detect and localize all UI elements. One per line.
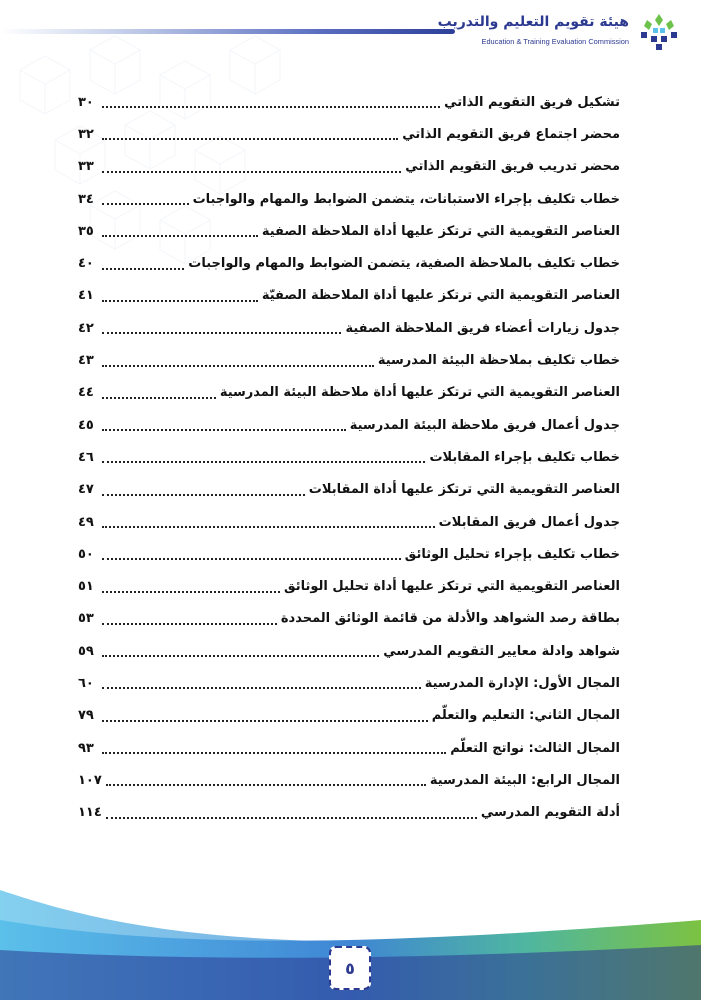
toc-dot-leader bbox=[102, 591, 280, 593]
toc-dot-leader bbox=[102, 623, 277, 625]
toc-entry-title: خطاب تكليف بإجراء الاستبانات، يتضمن الضوابط والمهام والواجبات bbox=[192, 191, 620, 207]
toc-entry-page: ٤٥ bbox=[78, 417, 94, 433]
toc-entry[interactable] bbox=[78, 312, 620, 344]
toc-entry-title: تشكيل فريق التقويم الذاتي bbox=[444, 94, 620, 110]
toc-entry[interactable] bbox=[78, 732, 620, 764]
page-number: ٥ bbox=[345, 958, 355, 978]
toc-entry[interactable] bbox=[78, 764, 620, 796]
table-of-contents bbox=[78, 86, 620, 829]
toc-entry[interactable] bbox=[78, 377, 620, 409]
toc-dot-leader bbox=[102, 365, 374, 367]
toc-entry-page: ٣٣ bbox=[78, 159, 94, 175]
toc-entry-page: ٤١ bbox=[78, 288, 94, 304]
toc-entry-page: ٣٠ bbox=[78, 94, 94, 110]
toc-entry[interactable] bbox=[78, 700, 620, 732]
org-name-english: Education & Training Evaluation Commission bbox=[481, 37, 629, 46]
toc-entry-page: ٥٠ bbox=[78, 546, 94, 562]
toc-entry[interactable] bbox=[78, 441, 620, 473]
toc-entry-title: خطاب تكليف بالملاحظة الصفية، يتضمن الضوابط والمهام والواجبات bbox=[188, 256, 620, 272]
toc-dot-leader bbox=[102, 171, 401, 173]
toc-dot-leader bbox=[102, 720, 428, 722]
toc-entry[interactable] bbox=[78, 215, 620, 247]
toc-entry[interactable] bbox=[78, 409, 620, 441]
toc-entry-page: ١١٤ bbox=[78, 805, 102, 821]
toc-entry-page: ٣٢ bbox=[78, 126, 94, 142]
etec-logo-icon bbox=[637, 12, 681, 52]
toc-entry-title: العناصر التقويمية التي ترتكز عليها أداة المقابلات bbox=[308, 482, 620, 498]
toc-dot-leader bbox=[102, 752, 446, 754]
toc-entry-title: خطاب تكليف بملاحظة البيئة المدرسية bbox=[377, 353, 620, 369]
toc-entry[interactable] bbox=[78, 667, 620, 699]
toc-entry[interactable] bbox=[78, 797, 620, 829]
toc-entry[interactable] bbox=[78, 183, 620, 215]
toc-entry-title: محضر تدريب فريق التقويم الذاتي bbox=[405, 159, 620, 175]
toc-entry-page: ٤٠ bbox=[78, 256, 94, 272]
toc-dot-leader bbox=[102, 655, 379, 657]
toc-entry-title: المجال الثالث: نواتج التعلّم bbox=[450, 740, 620, 756]
header-accent-line bbox=[0, 29, 455, 34]
toc-entry-page: ٤٧ bbox=[78, 482, 94, 498]
toc-entry-title: محضر اجتماع فريق التقويم الذاتي bbox=[402, 126, 620, 142]
toc-entry[interactable] bbox=[78, 538, 620, 570]
toc-entry[interactable] bbox=[78, 474, 620, 506]
toc-entry-title: المجال الرابع: البيئة المدرسية bbox=[429, 772, 620, 788]
toc-dot-leader bbox=[102, 558, 401, 560]
toc-entry-page: ٤٩ bbox=[78, 514, 94, 530]
page-number-badge bbox=[329, 946, 371, 990]
toc-entry[interactable] bbox=[78, 603, 620, 635]
toc-entry[interactable] bbox=[78, 635, 620, 667]
toc-dot-leader bbox=[102, 687, 421, 689]
toc-entry-title: بطاقة رصد الشواهد والأدلة من قائمة الوثائق المحددة bbox=[280, 611, 620, 627]
toc-entry-page: ٤٢ bbox=[78, 320, 94, 336]
toc-entry-page: ٥٩ bbox=[78, 643, 94, 659]
toc-entry-page: ٣٤ bbox=[78, 191, 94, 207]
toc-dot-leader bbox=[102, 106, 440, 108]
toc-dot-leader bbox=[102, 203, 189, 205]
toc-entry-title: أدلة التقويم المدرسي bbox=[480, 805, 620, 821]
toc-dot-leader bbox=[102, 332, 341, 334]
toc-entry-page: ٥٣ bbox=[78, 611, 94, 627]
toc-entry[interactable] bbox=[78, 247, 620, 279]
toc-entry-title: العناصر التقويمية التي ترتكز عليها أداة ملاحظة البيئة المدرسية bbox=[219, 385, 620, 401]
toc-entry-title: خطاب تكليف بإجراء المقابلات bbox=[429, 449, 620, 465]
toc-entry-title: المجال الثاني: التعليم والتعلّم bbox=[431, 708, 620, 724]
toc-entry-title: جدول زيارات أعضاء فريق الملاحظة الصفية bbox=[345, 320, 620, 336]
toc-dot-leader bbox=[102, 526, 435, 528]
toc-entry-title: خطاب تكليف بإجراء تحليل الوثائق bbox=[404, 546, 620, 562]
toc-dot-leader bbox=[102, 494, 305, 496]
toc-entry[interactable] bbox=[78, 151, 620, 183]
toc-entry-page: ٤٣ bbox=[78, 353, 94, 369]
toc-entry-title: شواهد وادلة معايير التقويم المدرسي bbox=[383, 643, 620, 659]
org-name-arabic: هيئة تقويم التعليم والتدريب bbox=[437, 14, 629, 30]
toc-entry-page: ٧٩ bbox=[78, 708, 94, 724]
toc-dot-leader bbox=[102, 429, 346, 431]
toc-entry-page: ٦٠ bbox=[78, 675, 94, 691]
toc-dot-leader bbox=[106, 784, 426, 786]
toc-entry[interactable] bbox=[78, 506, 620, 538]
toc-dot-leader bbox=[106, 817, 477, 819]
toc-entry-page: ٩٣ bbox=[78, 740, 94, 756]
toc-entry-title: جدول أعمال فريق المقابلات bbox=[438, 514, 620, 530]
toc-dot-leader bbox=[102, 397, 216, 399]
toc-entry-title: العناصر التقويمية التي ترتكز عليها أداة تحليل الوثائق bbox=[284, 579, 620, 595]
toc-entry[interactable] bbox=[78, 118, 620, 150]
toc-dot-leader bbox=[102, 138, 398, 140]
org-logo bbox=[437, 12, 681, 52]
toc-entry-title: العناصر التقويمية التي ترتكز عليها أداة الملاحظة الصفية bbox=[261, 223, 620, 239]
toc-entry[interactable] bbox=[78, 280, 620, 312]
toc-dot-leader bbox=[102, 268, 184, 270]
toc-dot-leader bbox=[102, 300, 258, 302]
toc-entry-page: ٤٦ bbox=[78, 449, 94, 465]
toc-dot-leader bbox=[102, 461, 425, 463]
toc-entry-page: ٤٤ bbox=[78, 385, 94, 401]
toc-entry-title: المجال الأول: الإدارة المدرسية bbox=[424, 675, 620, 691]
toc-entry[interactable] bbox=[78, 570, 620, 602]
toc-entry-page: ٥١ bbox=[78, 579, 94, 595]
toc-entry-page: ٣٥ bbox=[78, 223, 94, 239]
toc-entry-title: العناصر التقويمية التي ترتكز عليها أداة الملاحظة الصفيّة bbox=[261, 288, 620, 304]
toc-entry-title: جدول أعمال فريق ملاحظة البيئة المدرسية bbox=[349, 417, 620, 433]
toc-dot-leader bbox=[102, 235, 258, 237]
toc-entry[interactable] bbox=[78, 344, 620, 376]
toc-entry-page: ١٠٧ bbox=[78, 772, 102, 788]
toc-entry[interactable] bbox=[78, 86, 620, 118]
